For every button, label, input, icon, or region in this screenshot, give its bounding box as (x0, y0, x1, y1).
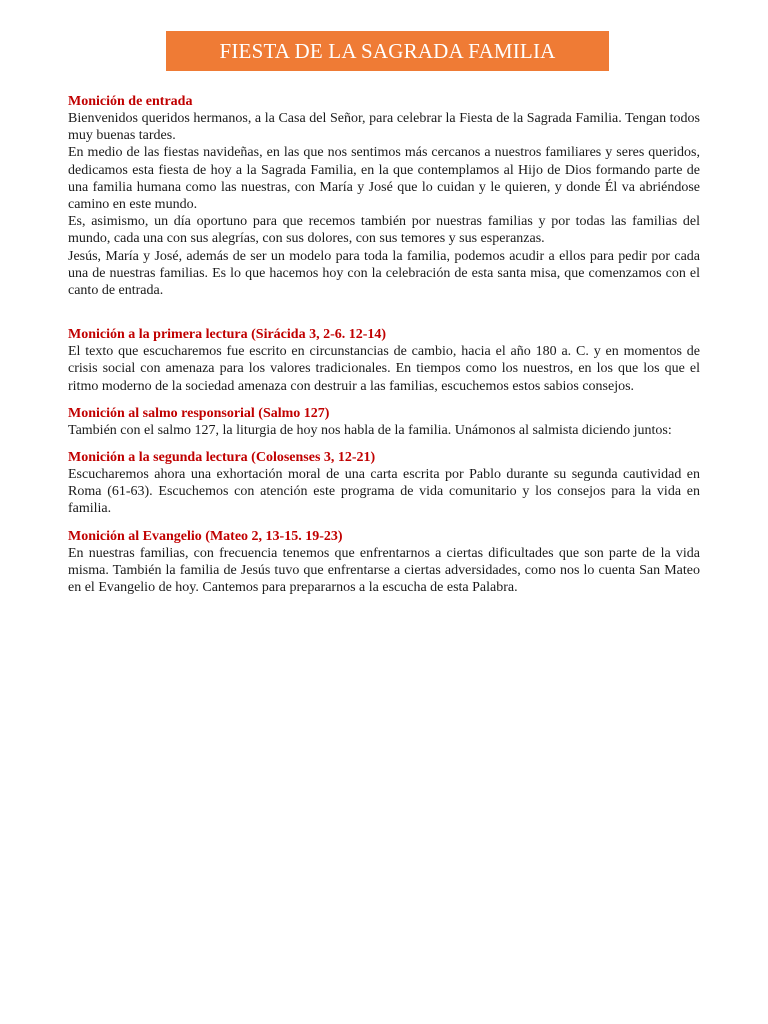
page-title: FIESTA DE LA SAGRADA FAMILIA (219, 38, 556, 63)
section-heading: Monición de entrada (68, 94, 193, 109)
spacer (68, 395, 700, 405)
paragraph: En medio de las fiestas navideñas, en las que nos sentimos más cercanos a nuestros familiares y seres queridos, dedicamos esta fiesta de hoy a la Sagrada Familia, en la que contemplamos al Hijo de Dios formando parte de una familia humana como las nuestras, con María y José que lo cuidan y le quieren, y donde Él va abriéndose camino en este mundo. (68, 145, 700, 213)
title-banner (166, 31, 609, 71)
section-primera-lectura (68, 326, 700, 395)
spacer (68, 518, 700, 528)
paragraph: En nuestras familias, con frecuencia tenemos que enfrentarnos a ciertas dificultades que son parte de la vida misma. También la familia de Jesús tuvo que enfrentarse a ciertas adversidades, como nos lo cuenta San Mateo en el Evangelio de hoy. Cantemos para prepararnos a la escucha de esta Palabra. (68, 545, 700, 596)
section-monicion-entrada (68, 93, 700, 299)
paragraph: El texto que escucharemos fue escrito en circunstancias de cambio, hacia el año 180 a. C. y en momentos de crisis social con amenaza para los valores tradicionales. En tiempos como los nuestros, en los que los que el ritmo moderno de la sociedad amenaza con destruir a las familias, escuchemos estos sabios consejos. (68, 344, 700, 394)
paragraph: Bienvenidos queridos hermanos, a la Casa del Señor, para celebrar la Fiesta de la Sagrada Familia. Tengan todos muy buenas tardes. (68, 111, 700, 144)
spacer (68, 299, 700, 326)
section-heading: Monición a la segunda lectura (Colosenses 3, 12-21) (68, 450, 376, 466)
paragraph: Escucharemos ahora una exhortación moral de una carta escrita por Pablo durante su segunda cautividad en Roma (61-63). Escuchemos con atención este programa de vida comunitario y los consejos para la vida en familia. (68, 467, 700, 517)
paragraph: Jesús, María y José, además de ser un modelo para toda la familia, podemos acudir a ellos para pedir por cada una de nuestras familias. Es lo que hacemos hoy con la celebración de esta santa misa, que comenzamos con el canto de entrada. (68, 248, 700, 299)
section-salmo-responsorial (68, 405, 700, 439)
section-segunda-lectura (68, 449, 700, 518)
paragraph: También con el salmo 127, la liturgia de hoy nos habla de la familia. Unámonos al salmista diciendo juntos: (68, 422, 672, 438)
section-evangelio (68, 528, 700, 597)
section-heading: Monición al salmo responsorial (Salmo 127) (68, 405, 330, 421)
section-heading: Monición al Evangelio (Mateo 2, 13-15. 19-23) (68, 528, 343, 544)
section-heading: Monición a la primera lectura (Sirácida 3, 2-6. 12-14) (68, 327, 387, 343)
paragraph: Es, asimismo, un día oportuno para que recemos también por nuestras familias y por todas las familias del mundo, cada una con sus alegrías, con sus dolores, con sus temores y sus esperanzas. (68, 214, 700, 247)
document-body (68, 93, 700, 596)
spacer (68, 439, 700, 449)
